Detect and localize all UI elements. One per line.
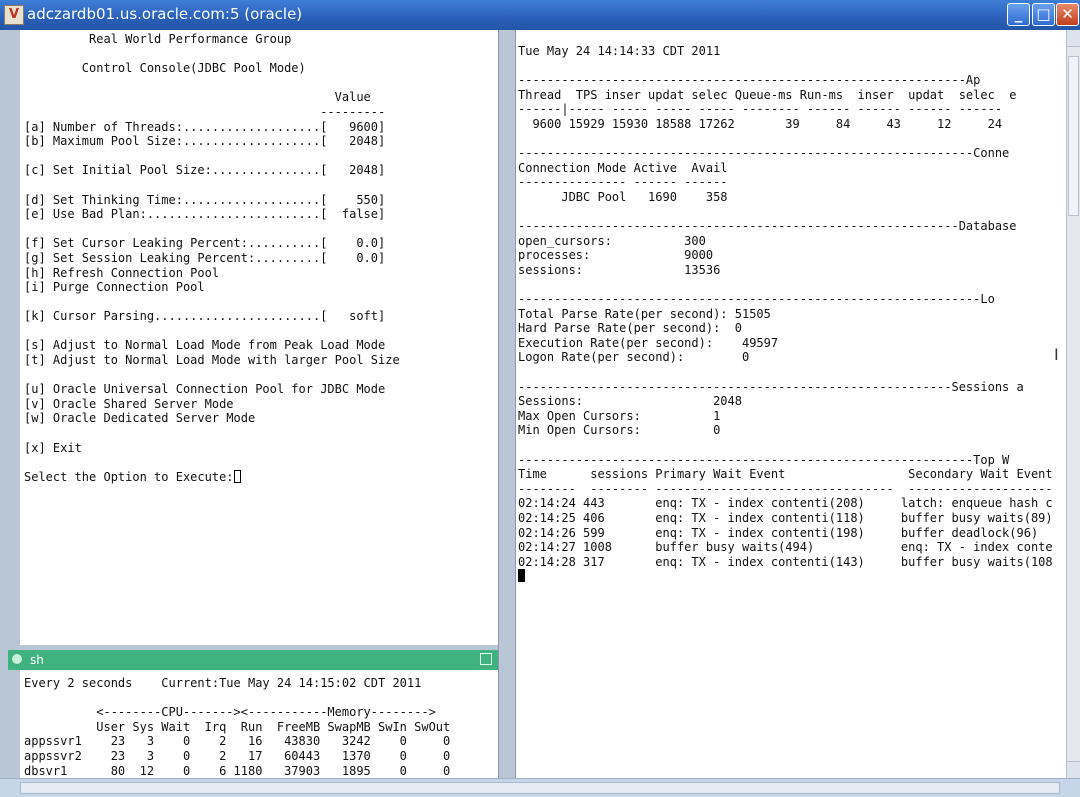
pane-divider[interactable]: [498, 30, 516, 778]
minimize-button[interactable]: [1007, 3, 1030, 26]
terminal-line: [b] Maximum Pool Size:...................[ 2048]: [24, 134, 386, 149]
vertical-scrollbar[interactable]: [1066, 30, 1080, 778]
terminal-line: 02:14:24 443 enq: TX - index contenti(208) latch: enqueue hash c: [518, 496, 1053, 511]
window-gem-icon: [12, 654, 22, 664]
terminal-line: 02:14:25 406 enq: TX - index contenti(118) buffer busy waits(89): [518, 511, 1053, 525]
terminal-line: appssvr1 23 3 0 2 16 43830 3242 0 0: [24, 734, 451, 749]
terminal-line: [s] Adjust to Normal Load Mode from Peak Load Mode: [24, 338, 386, 353]
horizontal-scrollbar-thumb[interactable]: [20, 782, 1060, 794]
monitor-terminal-text: [516, 30, 1066, 584]
terminal-line: 9600 15929 15930 18588 17262 39 84 43 12 24: [532, 116, 1003, 131]
scroll-up-button[interactable]: [1067, 30, 1080, 47]
terminal-line: [h] Refresh Connection Pool: [24, 265, 220, 280]
terminal-line: ---------------------------------------------------------------Conne: [518, 146, 1010, 161]
terminal-line: appssvr2 23 3 0 2 17 60443 1370 0 0: [24, 748, 451, 763]
terminal-line: Max Open Cursors: 1: [518, 408, 721, 423]
terminal-line: Control Console(JDBC Pool Mode): [81, 61, 306, 76]
maximize-button[interactable]: [1032, 3, 1055, 26]
terminal-line: [i] Purge Connection Pool: [24, 280, 205, 295]
sh-terminal-text: [20, 670, 498, 778]
terminal-line: ------|----- ----- ----- ----- -------- ------ ------ ------ ------: [518, 102, 1003, 117]
minimize-icon: _: [1014, 5, 1023, 23]
scrollbar-thumb[interactable]: [1068, 56, 1079, 216]
sh-window-titlebar[interactable]: [8, 650, 498, 670]
terminal-line: Logon Rate(per second): 0: [518, 350, 750, 365]
terminal-line: [v] Oracle Shared Server Mode: [24, 396, 234, 411]
terminal-line: 02:14:28 317 enq: TX - index contenti(143) buffer busy waits(108: [518, 554, 1053, 569]
terminal-line: [e] Use Bad Plan:........................[ false]: [24, 207, 386, 222]
terminal-line: ----------------------------------------------------------------Lo: [518, 292, 995, 307]
terminal-line: [k] Cursor Parsing.......................[ soft]: [24, 309, 386, 324]
terminal-line: -------- -------- --------------------------------- --------------------: [518, 481, 1053, 496]
sh-window-title: sh: [30, 653, 44, 667]
terminal-line: Execution Rate(per second): 49597: [518, 335, 779, 350]
terminal-line: Sessions: 2048: [518, 394, 742, 409]
terminal-line: Value: [334, 90, 371, 105]
terminal-line: --------------- ------ ------: [518, 175, 728, 190]
terminal-line: ---------------------------------------------------------------Top W: [518, 452, 1010, 467]
terminal-line: Connection Mode Active Avail: [518, 160, 728, 175]
terminal-line: Real World Performance Group: [89, 32, 292, 46]
close-icon: ✕: [1061, 5, 1074, 23]
terminal-line: [f] Set Cursor Leaking Percent:..........[ 0.0]: [24, 236, 386, 251]
terminal-line: -------------------------------------------------------------Database: [518, 219, 1017, 234]
control-console-text: [20, 30, 498, 484]
terminal-line: [a] Number of Threads:...................[ 9600]: [24, 119, 386, 134]
terminal-line: [x] Exit: [24, 440, 82, 455]
terminal-line: Min Open Cursors: 0: [518, 423, 721, 438]
terminal-line: ---------: [320, 104, 386, 119]
monitor-terminal[interactable]: [516, 30, 1066, 778]
terminal-line: Hard Parse Rate(per second): 0: [518, 321, 742, 336]
terminal-line: <--------CPU-------><-----------Memory-------->: [96, 705, 436, 720]
terminal-line: [d] Set Thinking Time:...................[ 550]: [24, 192, 386, 207]
terminal-line: 02:14:26 599 enq: TX - index contenti(198) buffer deadlock(96): [518, 525, 1039, 540]
terminal-line: Total Parse Rate(per second): 51505: [518, 306, 771, 321]
terminal-line: sessions: 13536: [518, 262, 721, 277]
terminal-line: [u] Oracle Universal Connection Pool for JDBC Mode: [24, 382, 386, 397]
window-title: adczardb01.us.oracle.com:5 (oracle): [27, 5, 303, 23]
scroll-down-button[interactable]: [1067, 761, 1080, 778]
window-title-bar[interactable]: [0, 0, 1080, 30]
terminal-line: open_cursors: 300: [518, 233, 706, 248]
terminal-line: Time sessions Primary Wait Event Secondary Wait Event: [518, 467, 1053, 482]
terminal-line: Select the Option to Execute:: [24, 469, 234, 484]
terminal-line: 02:14:27 1008 buffer busy waits(494) enq: TX - index conte: [518, 540, 1053, 555]
horizontal-scrollbar[interactable]: [0, 778, 1080, 797]
ibeam-cursor-icon: I: [1054, 345, 1059, 364]
terminal-line: [g] Set Session Leaking Percent:.........[ 0.0]: [24, 250, 386, 265]
terminal-line: --------------------------------------------------------------Ap: [518, 73, 981, 88]
terminal-line: Tue May 24 14:14:33 CDT 2011: [518, 44, 721, 58]
terminal-line: [t] Adjust to Normal Load Mode with larger Pool Size: [24, 353, 400, 368]
terminal-line: ------------------------------------------------------------Sessions a: [518, 379, 1024, 394]
terminal-line: [c] Set Initial Pool Size:...............[ 2048]: [24, 163, 386, 178]
sh-terminal[interactable]: [20, 670, 498, 778]
terminal-line: Every 2 seconds Current:Tue May 24 14:15:02 CDT 2011: [24, 676, 422, 690]
prompt-cursor: [234, 470, 241, 483]
terminal-line: Thread TPS inser updat selec Queue-ms Run-ms inser updat selec e: [518, 87, 1017, 102]
close-button[interactable]: [1056, 3, 1079, 26]
terminal-line: processes: 9000: [518, 248, 714, 263]
maximize-icon: □: [1036, 5, 1051, 23]
maximize-pane-icon[interactable]: [480, 653, 492, 665]
terminal-line: dbsvr1 80 12 0 6 1180 37903 1895 0 0: [24, 763, 451, 778]
terminal-line: [w] Oracle Dedicated Server Mode: [24, 411, 256, 426]
terminal-cursor: [518, 569, 525, 582]
terminal-line: JDBC Pool 1690 358: [561, 189, 728, 204]
control-console-terminal[interactable]: [20, 30, 498, 645]
app-logo-icon: V: [4, 5, 24, 25]
terminal-line: User Sys Wait Irq Run FreeMB SwapMB SwIn SwOut: [96, 719, 451, 734]
